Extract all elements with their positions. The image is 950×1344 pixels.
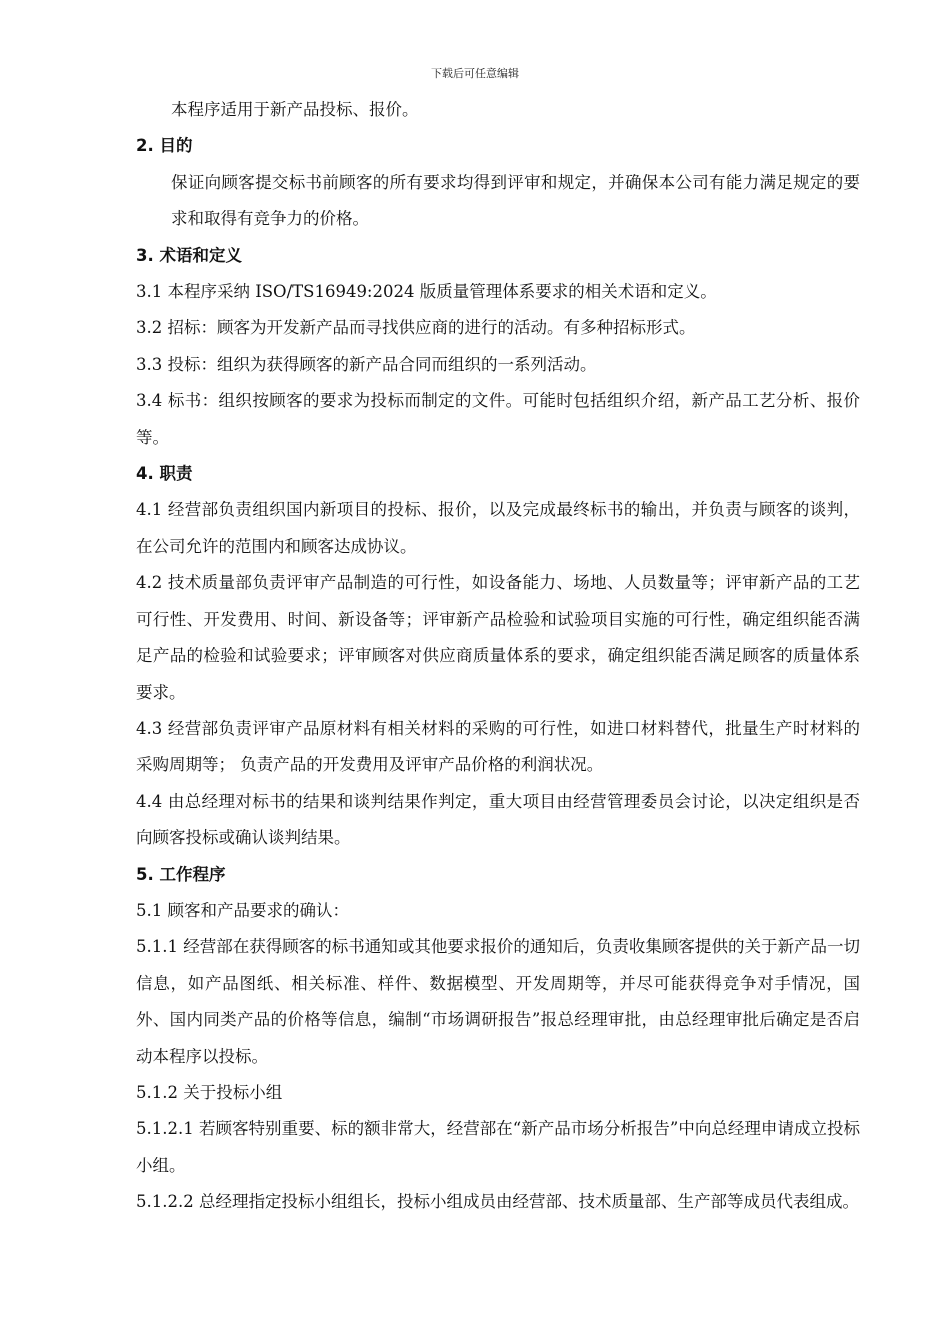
clause-4-1: 4.1 经营部负责组织国内新项目的投标、报价，以及完成最终标书的输出，并负责与顾客的谈判，在公司允许的范围内和顾客达成协议。 [136, 500, 860, 556]
clause-5-1-2: 5.1.2 关于投标小组 [136, 1082, 283, 1102]
purpose-paragraph: 保证向顾客提交标书前顾客的所有要求均得到评审和规定，并确保本公司有能力满足规定的要求和取得有竞争力的价格。 [171, 172, 860, 229]
section-heading-procedure: 5. 工作程序 [136, 864, 226, 884]
clause-5-1-2-2: 5.1.2.2 总经理指定投标小组组长，投标小组成员由经营部、技术质量部、生产部等成员代表组成。 [136, 1192, 859, 1212]
clause-3-3: 3.3 投标：组织为获得顾客的新产品合同而组织的一系列活动。 [136, 354, 597, 374]
clause-3-2: 3.2 招标：顾客为开发新产品而寻找供应商的进行的活动。有多种招标形式。 [136, 318, 696, 338]
section-heading-purpose: 2. 目的 [136, 136, 193, 156]
clause-4-3: 4.3 经营部负责评审产品原材料有相关材料的采购的可行性，如进口材料替代，批量生产时材料的采购周期等； 负责产品的开发费用及评审产品价格的利润状况。 [136, 718, 860, 775]
header-note: 下载后可任意编辑 [431, 67, 519, 80]
document-body [136, 92, 860, 1221]
section-heading-terms: 3. 术语和定义 [136, 245, 242, 265]
clause-5-1-1: 5.1.1 经营部在获得顾客的标书通知或其他要求报价的通知后，负责收集顾客提供的关于新产品一切信息，如产品图纸、相关标准、样件、数据模型、开发周期等，并尽可能获得竞争对手情况，国外、国内同类产品的价格等信息，编制“市场调研报告”报总经理审批，由总经理审批后确定是否启动本程序以投标。 [136, 937, 860, 1066]
clause-3-4: 3.4 标书：组织按顾客的要求为投标而制定的文件。可能时包括组织介绍，新产品工艺分析、报价等。 [136, 391, 860, 447]
clause-3-1: 3.1 本程序采纳 ISO/TS16949:2024 版质量管理体系要求的相关术语和定义。 [136, 282, 717, 302]
scope-paragraph: 本程序适用于新产品投标、报价。 [171, 100, 419, 119]
section-heading-responsibilities: 4. 职责 [136, 464, 193, 484]
clause-5-1-2-1: 5.1.2.1 若顾客特别重要、标的额非常大，经营部在“新产品市场分析报告”中向总经理申请成立投标小组。 [136, 1119, 860, 1175]
clause-5-1: 5.1 顾客和产品要求的确认： [136, 900, 349, 920]
clause-4-4: 4.4 由总经理对标书的结果和谈判结果作判定，重大项目由经营管理委员会讨论，以决定组织是否向顾客投标或确认谈判结果。 [136, 791, 860, 848]
clause-4-2: 4.2 技术质量部负责评审产品制造的可行性，如设备能力、场地、人员数量等；评审新产品的工艺可行性、开发费用、时间、新设备等；评审新产品检验和试验项目实施的可行性，确定组织能否满足产品的检验和试验要求；评审顾客对供应商质量体系的要求，确定组织能否满足顾客的质量体系要求。 [136, 573, 860, 702]
